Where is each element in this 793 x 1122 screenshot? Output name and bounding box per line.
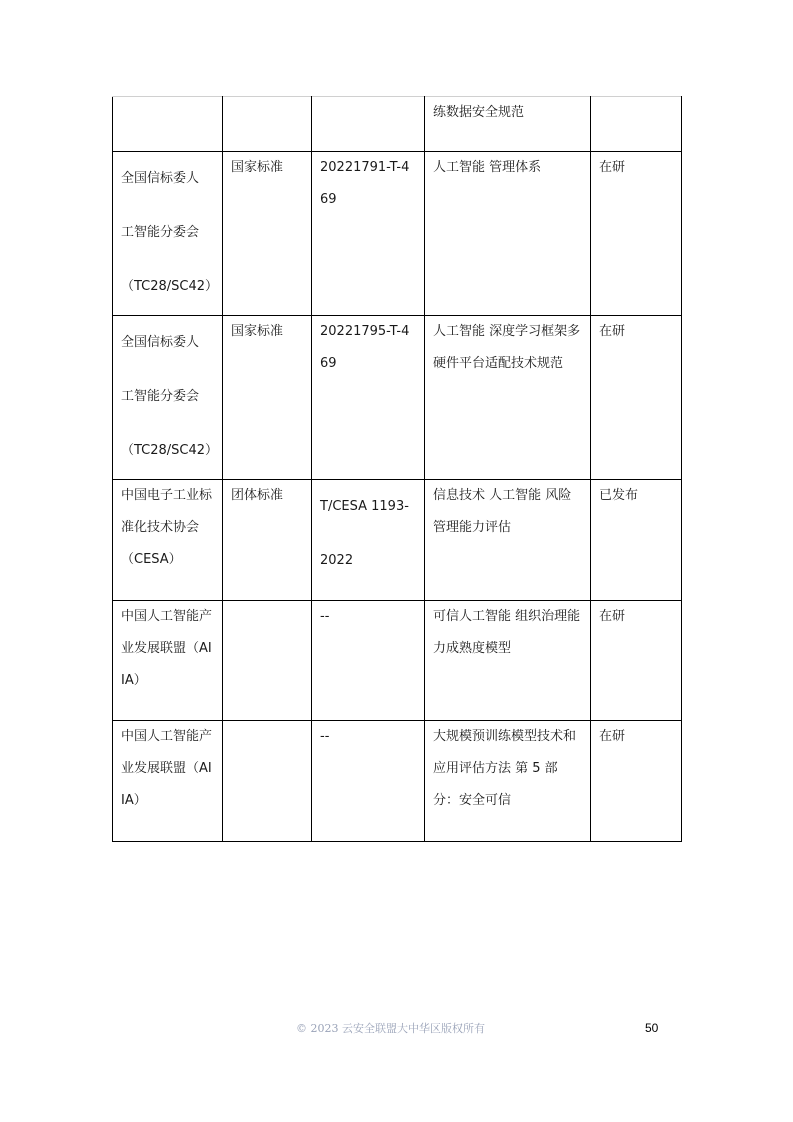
status-cell — [591, 601, 682, 721]
type-cell — [223, 316, 312, 480]
org-cell — [113, 316, 223, 480]
org-cell — [113, 97, 223, 152]
status-text: 在研 — [599, 609, 626, 624]
org-line: 工智能分委会 — [121, 225, 200, 240]
org-cell — [113, 721, 223, 842]
standard-code: 20221795-T-469 — [320, 324, 410, 371]
code-cell — [312, 316, 425, 480]
type-cell — [223, 721, 312, 842]
type-cell — [223, 152, 312, 316]
standard-code: -- — [320, 729, 330, 744]
status-cell — [591, 152, 682, 316]
name-cell — [425, 601, 591, 721]
footer-copyright: © 2023 云安全联盟大中华区版权所有 — [296, 1022, 485, 1035]
code-line: 2022 — [320, 553, 354, 568]
standard-type: 国家标准 — [231, 324, 284, 339]
status-text: 在研 — [599, 324, 626, 339]
code-line: T/CESA 1193- — [320, 499, 409, 514]
table-row — [113, 152, 682, 316]
code-cell — [312, 97, 425, 152]
org-name: 中国人工智能产业发展联盟（AIIA） — [121, 609, 213, 688]
org-line: （TC28/SC42） — [121, 279, 219, 294]
table-row — [113, 97, 682, 152]
code-cell — [312, 480, 425, 601]
standard-code: -- — [320, 609, 330, 624]
org-cell — [113, 152, 223, 316]
name-cell — [425, 97, 591, 152]
status-text: 在研 — [599, 160, 626, 175]
type-cell — [223, 480, 312, 601]
name-cell — [425, 152, 591, 316]
standard-name: 可信人工智能 组织治理能力成熟度模型 — [433, 609, 581, 656]
table-row — [113, 601, 682, 721]
standard-name: 练数据安全规范 — [433, 105, 525, 120]
table-row — [113, 316, 682, 480]
org-line: （TC28/SC42） — [121, 443, 219, 458]
code-cell — [312, 721, 425, 842]
status-text: 在研 — [599, 729, 626, 744]
org-line: 工智能分委会 — [121, 389, 200, 404]
status-text: 已发布 — [599, 488, 639, 503]
code-cell — [312, 152, 425, 316]
org-line: 全国信标委人 — [121, 171, 200, 186]
code-cell — [312, 601, 425, 721]
name-cell — [425, 480, 591, 601]
org-line: 全国信标委人 — [121, 335, 200, 350]
standard-name: 大规模预训练模型技术和应用评估方法 第 5 部分：安全可信 — [433, 729, 577, 808]
org-name: 中国人工智能产业发展联盟（AIIA） — [121, 729, 213, 808]
page-number: 50 — [645, 1021, 659, 1035]
type-cell — [223, 601, 312, 721]
status-cell — [591, 480, 682, 601]
status-cell — [591, 721, 682, 842]
standards-table — [112, 96, 682, 842]
name-cell — [425, 721, 591, 842]
org-cell — [113, 480, 223, 601]
standard-name: 人工智能 深度学习框架多硬件平台适配技术规范 — [433, 324, 581, 371]
table-row — [113, 480, 682, 601]
standard-type: 国家标准 — [231, 160, 284, 175]
status-cell — [591, 316, 682, 480]
standard-type: 团体标准 — [231, 488, 284, 503]
standard-name: 信息技术 人工智能 风险管理能力评估 — [433, 488, 572, 535]
org-name: 中国电子工业标准化技术协会（CESA） — [121, 488, 213, 567]
name-cell — [425, 316, 591, 480]
standard-name: 人工智能 管理体系 — [433, 160, 542, 175]
org-cell — [113, 601, 223, 721]
status-cell — [591, 97, 682, 152]
table-row — [113, 721, 682, 842]
standard-code: 20221791-T-469 — [320, 160, 410, 207]
type-cell — [223, 97, 312, 152]
